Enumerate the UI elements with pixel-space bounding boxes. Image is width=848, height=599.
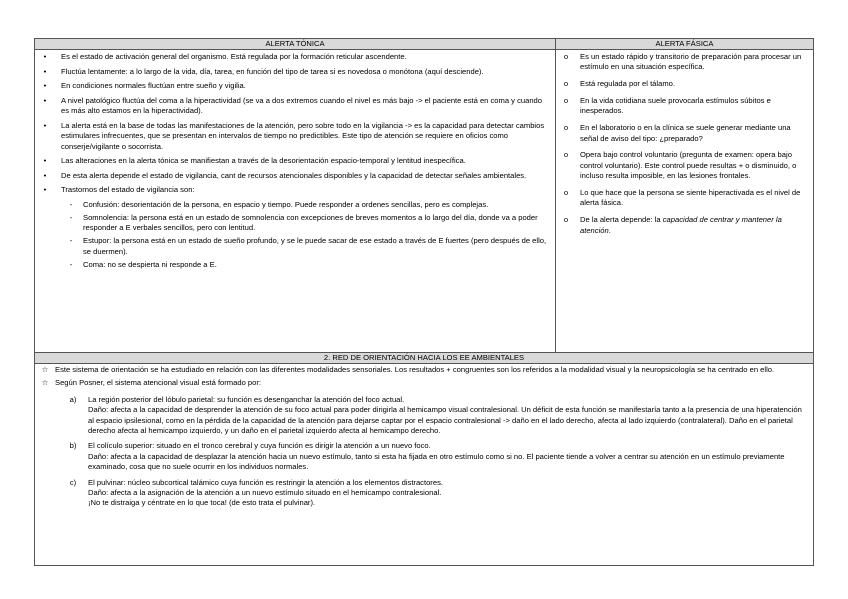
item-text: Está regulada por el tálamo. <box>580 79 675 89</box>
item-text: Este sistema de orientación se ha estudiado en relación con las diferentes modalidades sensoriales. Los resultados + congruentes son los referidos a la modalidad visual y la neuropsicología se ha centrado en ello. <box>55 365 775 374</box>
trastorno-item <box>67 260 549 270</box>
depende-suffix: . <box>608 225 611 235</box>
alerta-fasica-item <box>562 79 807 89</box>
red-orientacion-list <box>35 364 813 389</box>
alerta-fasica-cell <box>556 50 814 353</box>
circle-icon: o <box>563 150 569 160</box>
dash-icon: - <box>69 199 73 209</box>
posner-line3: ¡No te distraiga y céntrate en lo que toca! (de esto trata el pulvinar). <box>88 498 316 508</box>
posner-component-item <box>67 478 807 509</box>
bullet-icon: • <box>43 95 47 105</box>
item-text: Fluctúa lentamente: a lo largo de la vida, día, tarea, en función del tipo de tarea si es novedosa o monótona (aquí desciende). <box>61 66 484 76</box>
red-orientacion-item <box>41 365 807 375</box>
alerta-tonica-header: ALERTA TÓNICA <box>35 39 556 50</box>
star-icon: ☆ <box>41 365 49 374</box>
posner-line1: El colículo superior: situado en el tronco cerebral y cuya función es dirigir la atención a un nuevo foco. <box>88 441 431 451</box>
item-text: Estupor: la persona está en un estado de sueño profundo, y se le puede sacar de ese estado a través de E fuertes (pero después de ello, se duermen). <box>83 236 547 256</box>
item-text: De esta alerta depende el estado de vigilancia, cant de recursos atencionales disponibles y la capacidad de detectar señales ambientales. <box>61 170 527 180</box>
alerta-tonica-item <box>41 185 549 195</box>
depende-text: De la alerta depende: la <box>580 215 663 225</box>
red-orientacion-cell <box>35 364 814 566</box>
alerta-tonica-item <box>41 121 549 152</box>
item-text: Somnolencia: la persona está en un estado de somnolencia con excepciones de breves momentos a lo largo del día, donde va a poder responder a E verbales sencillos, pero con lentitud. <box>83 212 538 233</box>
dash-icon: - <box>69 259 73 269</box>
alerta-table <box>34 38 814 353</box>
trastorno-item <box>67 200 549 210</box>
alerta-tonica-item <box>41 171 549 181</box>
posner-line2: Daño: afecta a la capacidad de desplazar la atención hacia un nuevo estímulo, tanto si esta ha fijada en otro estímulo como si no. El paciente tiende a volver a centrar su atención en un estímulo previamente examinado, cosa que no suele ocurrir en los individuos normales. <box>88 451 785 472</box>
alerta-tonica-list <box>35 50 555 270</box>
trastorno-item <box>67 236 549 257</box>
circle-icon: o <box>563 96 569 105</box>
alerta-fasica-item <box>562 123 807 144</box>
item-text: En condiciones normales fluctúan entre sueño y vigilia. <box>61 81 246 91</box>
circle-icon: o <box>563 79 569 89</box>
bullet-icon: • <box>43 156 47 166</box>
bullet-icon: • <box>43 52 47 61</box>
posner-components-list <box>35 392 813 509</box>
item-text: Las alteraciones en la alerta tónica se manifiestan a través de la desorientación espacio-temporal y lentitud inespecífica. <box>61 156 466 166</box>
bullet-icon: • <box>43 66 47 76</box>
item-text: Lo que hace que la persona se siente hiperactivada es el nivel de alerta fásica. <box>580 188 801 208</box>
posner-line2: Daño: afecta a la asignación de la atención a un nuevo estímulo situado en el hemicampo contralesional. <box>88 488 442 498</box>
posner-line1: La región posterior del lóbulo parietal: su función es desenganchar la atención del foco actual. <box>88 394 405 404</box>
item-text: Trastornos del estado de vigilancia son: <box>61 185 195 195</box>
alerta-tonica-item <box>41 96 549 117</box>
bullet-icon: • <box>43 170 47 180</box>
dash-icon: - <box>69 236 73 246</box>
alerta-tonica-item <box>41 52 549 62</box>
item-text: Es un estado rápido y transitorio de preparación para procesar un estímulo en una situación específica. <box>580 52 802 72</box>
bullet-icon: • <box>43 185 47 195</box>
item-text: Confusión: desorientación de la persona, en espacio y tiempo. Puede responder a ordenes sencillas, pero es complejas. <box>83 199 489 209</box>
list-marker: a) <box>69 394 77 404</box>
item-text: Opera bajo control voluntario (pregunta de examen: opera bajo control voluntario). Este control puede resultas + o disminuido, o incluso resulta imposible, en las lesiones frontales. <box>580 150 797 181</box>
posner-component-item <box>67 441 807 472</box>
posner-component-item <box>67 395 807 437</box>
alerta-tonica-item <box>41 81 549 91</box>
circle-icon: o <box>563 52 569 61</box>
posner-line2: Daño: afecta a la capacidad de desprender la atención de su foco actual para poder dirigirla al hemicampo visual contralesional. Un déficit de esta función se manifestaría tanto a la presencia de una hiperatención al espacio ipsilesional, como en la pérdida de la capacidad de la atención para dejarse captar por el espacio contralesional -> daño en el lado derecho, afecta al lado izquierdo (contralateral). Daño en el parietal derecho afecta al hemicampo izquierdo, y un daño en el parietal izquierdo afecta al hemicampo derecho. <box>88 405 802 436</box>
alerta-fasica-list <box>556 50 813 236</box>
red-orientacion-header: 2. RED DE ORIENTACIÓN HACIA LOS EE AMBIENTALES <box>35 353 814 364</box>
alerta-fasica-item <box>562 150 807 181</box>
alerta-tonica-item <box>41 67 549 77</box>
star-icon: ☆ <box>41 378 49 388</box>
list-marker: c) <box>69 477 77 487</box>
bullet-icon: • <box>43 120 47 130</box>
item-text: En la vida cotidiana suele provocarla estímulos súbitos e inesperados. <box>580 96 771 116</box>
circle-icon: o <box>563 188 569 198</box>
circle-icon: o <box>563 123 569 133</box>
posner-line1: El pulvinar: núcleo subcortical talámico cuya función es restringir la atención a los elementos distractores. <box>88 477 443 487</box>
red-orientacion-table <box>34 352 814 566</box>
depende-italic-text: capacidad de centrar y mantener la atención <box>580 215 782 235</box>
item-text: Coma: no se despierta ni responde a E. <box>83 259 217 269</box>
alerta-fasica-item <box>562 188 807 209</box>
alerta-fasica-item <box>562 215 807 236</box>
item-text: En el laboratorio o en la clínica se suele generar mediante una señal de aviso del tipo: ¿preparado? <box>580 123 791 143</box>
list-marker: b) <box>69 441 77 451</box>
item-text: Según Posner, el sistema atencional visual está formado por: <box>55 378 261 388</box>
dash-icon: - <box>69 212 73 222</box>
alerta-tonica-cell <box>35 50 556 353</box>
trastorno-item <box>67 213 549 234</box>
alerta-tonica-item <box>41 156 549 166</box>
circle-icon: o <box>563 215 569 225</box>
bullet-icon: • <box>43 81 47 91</box>
red-orientacion-item <box>41 378 807 388</box>
item-text: A nivel patológico fluctúa del coma a la hiperactividad (se va a dos extremos cuando el nivel es más bajo -> el paciente está en coma y cuando es más alto estamos en la hiperactividad). <box>61 95 543 116</box>
item-text <box>580 215 807 236</box>
item-text: Es el estado de activación general del organismo. Está regulada por la formación reticular ascendente. <box>61 52 407 61</box>
alerta-fasica-header: ALERTA FÁSICA <box>556 39 814 50</box>
item-text: La alerta está en la base de todas las manifestaciones de la atención, pero sobre todo en la vigilancia -> es la capacidad para detectar cambios estimulares infrecuentes, que se presentan en intervalos de tiempo no predictibles. Este tipo de atención se requiere en oficios como conserje/vigilante o socorrista. <box>61 120 545 151</box>
alerta-fasica-item <box>562 96 807 117</box>
alerta-fasica-item <box>562 52 807 73</box>
